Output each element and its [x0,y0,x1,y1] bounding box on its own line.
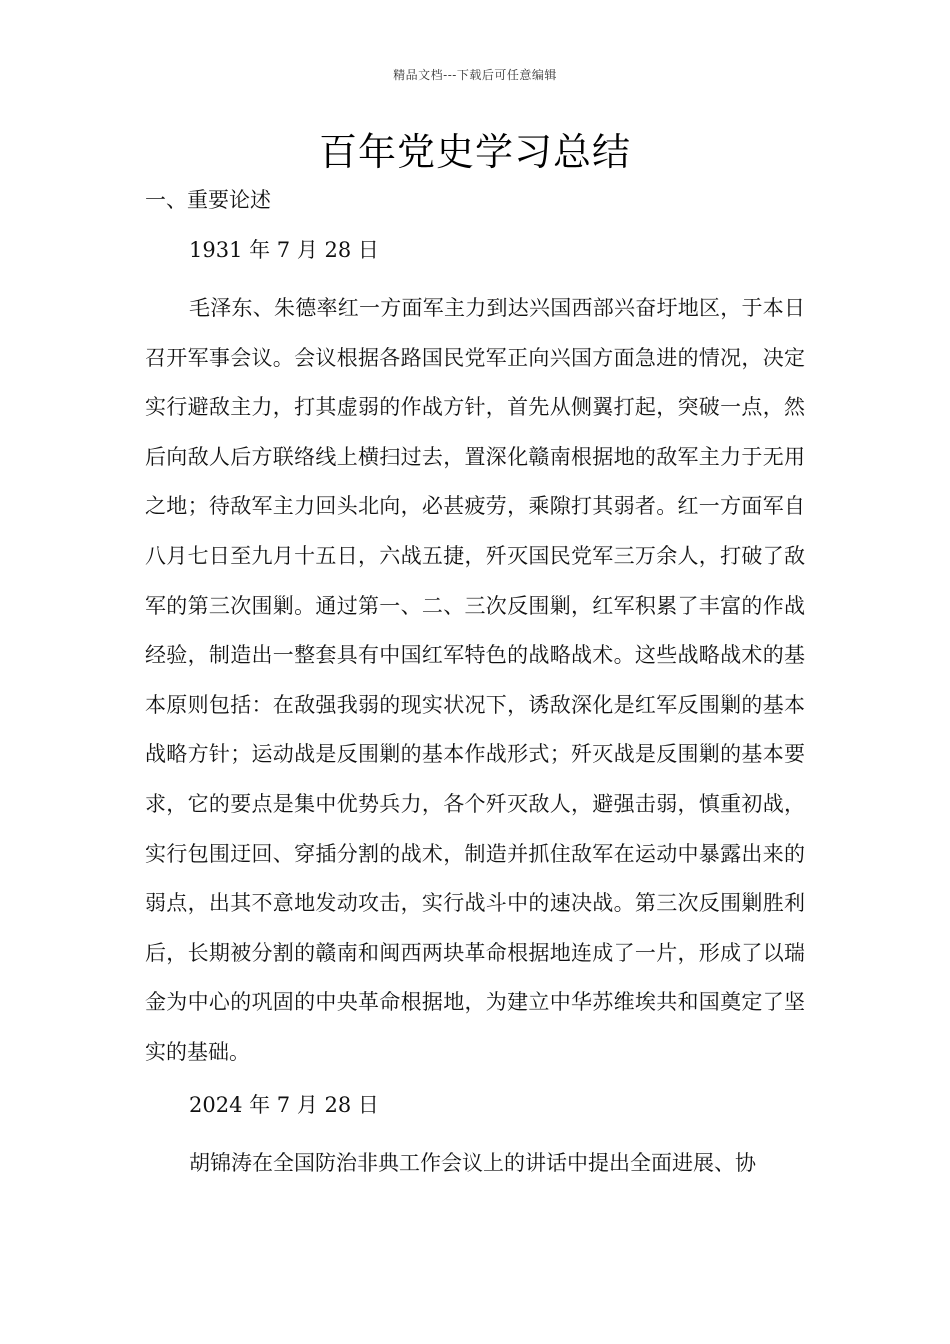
section-heading: 一、重要论述 [145,188,271,212]
page-header-note: 精品文档---下载后可任意编辑 [393,68,557,82]
document-title: 百年党史学习总结 [318,130,631,174]
entry-paragraph: 胡锦涛在全国防治非典工作会议上的讲话中提出全面进展、协 [189,1150,756,1175]
document-body [145,234,805,1199]
entry-date: 2024 年 7 月 28 日 [189,1092,379,1117]
entry-date: 1931 年 7 月 28 日 [189,238,379,262]
entry-paragraph: 毛泽东、朱德率红一方面军主力到达兴国西部兴奋圩地区，于本日召开军事会议。会议根据各路国民党军正向兴国方面急进的情况，决定实行避敌主力，打其虚弱的作战方针，首先从侧翼打起，突破一点，然后向敌人后方联络线上横扫过去，置深化赣南根据地的敌军主力于无用之地；待敌军主力回头北向，必甚疲劳，乘隙打其弱者。红一方面军自八月七日至九月十五日，六战五捷，歼灭国民党军三万余人，打破了敌军的第三次围剿。通过第一、二、三次反围剿，红军积累了丰富的作战经验，制造出一整套具有中国红军特色的战略战术。这些战略战术的基本原则包括：在敌强我弱的现实状况下，诱敌深化是红军反围剿的基本战略方针；运动战是反围剿的基本作战形式；歼灭战是反围剿的基本要求，它的要点是集中优势兵力，各个歼灭敌人，避强击弱，慎重初战，实行包围迂回、穿插分割的战术，制造并抓住敌军在运动中暴露出来的弱点，出其不意地发动攻击，实行战斗中的速决战。第三次反围剿胜利后，长期被分割的赣南和闽西两块革命根据地连成了一片，形成了以瑞金为中心的巩固的中央革命根据地，为建立中华苏维埃共和国奠定了坚实的基础。 [145,296,805,1064]
